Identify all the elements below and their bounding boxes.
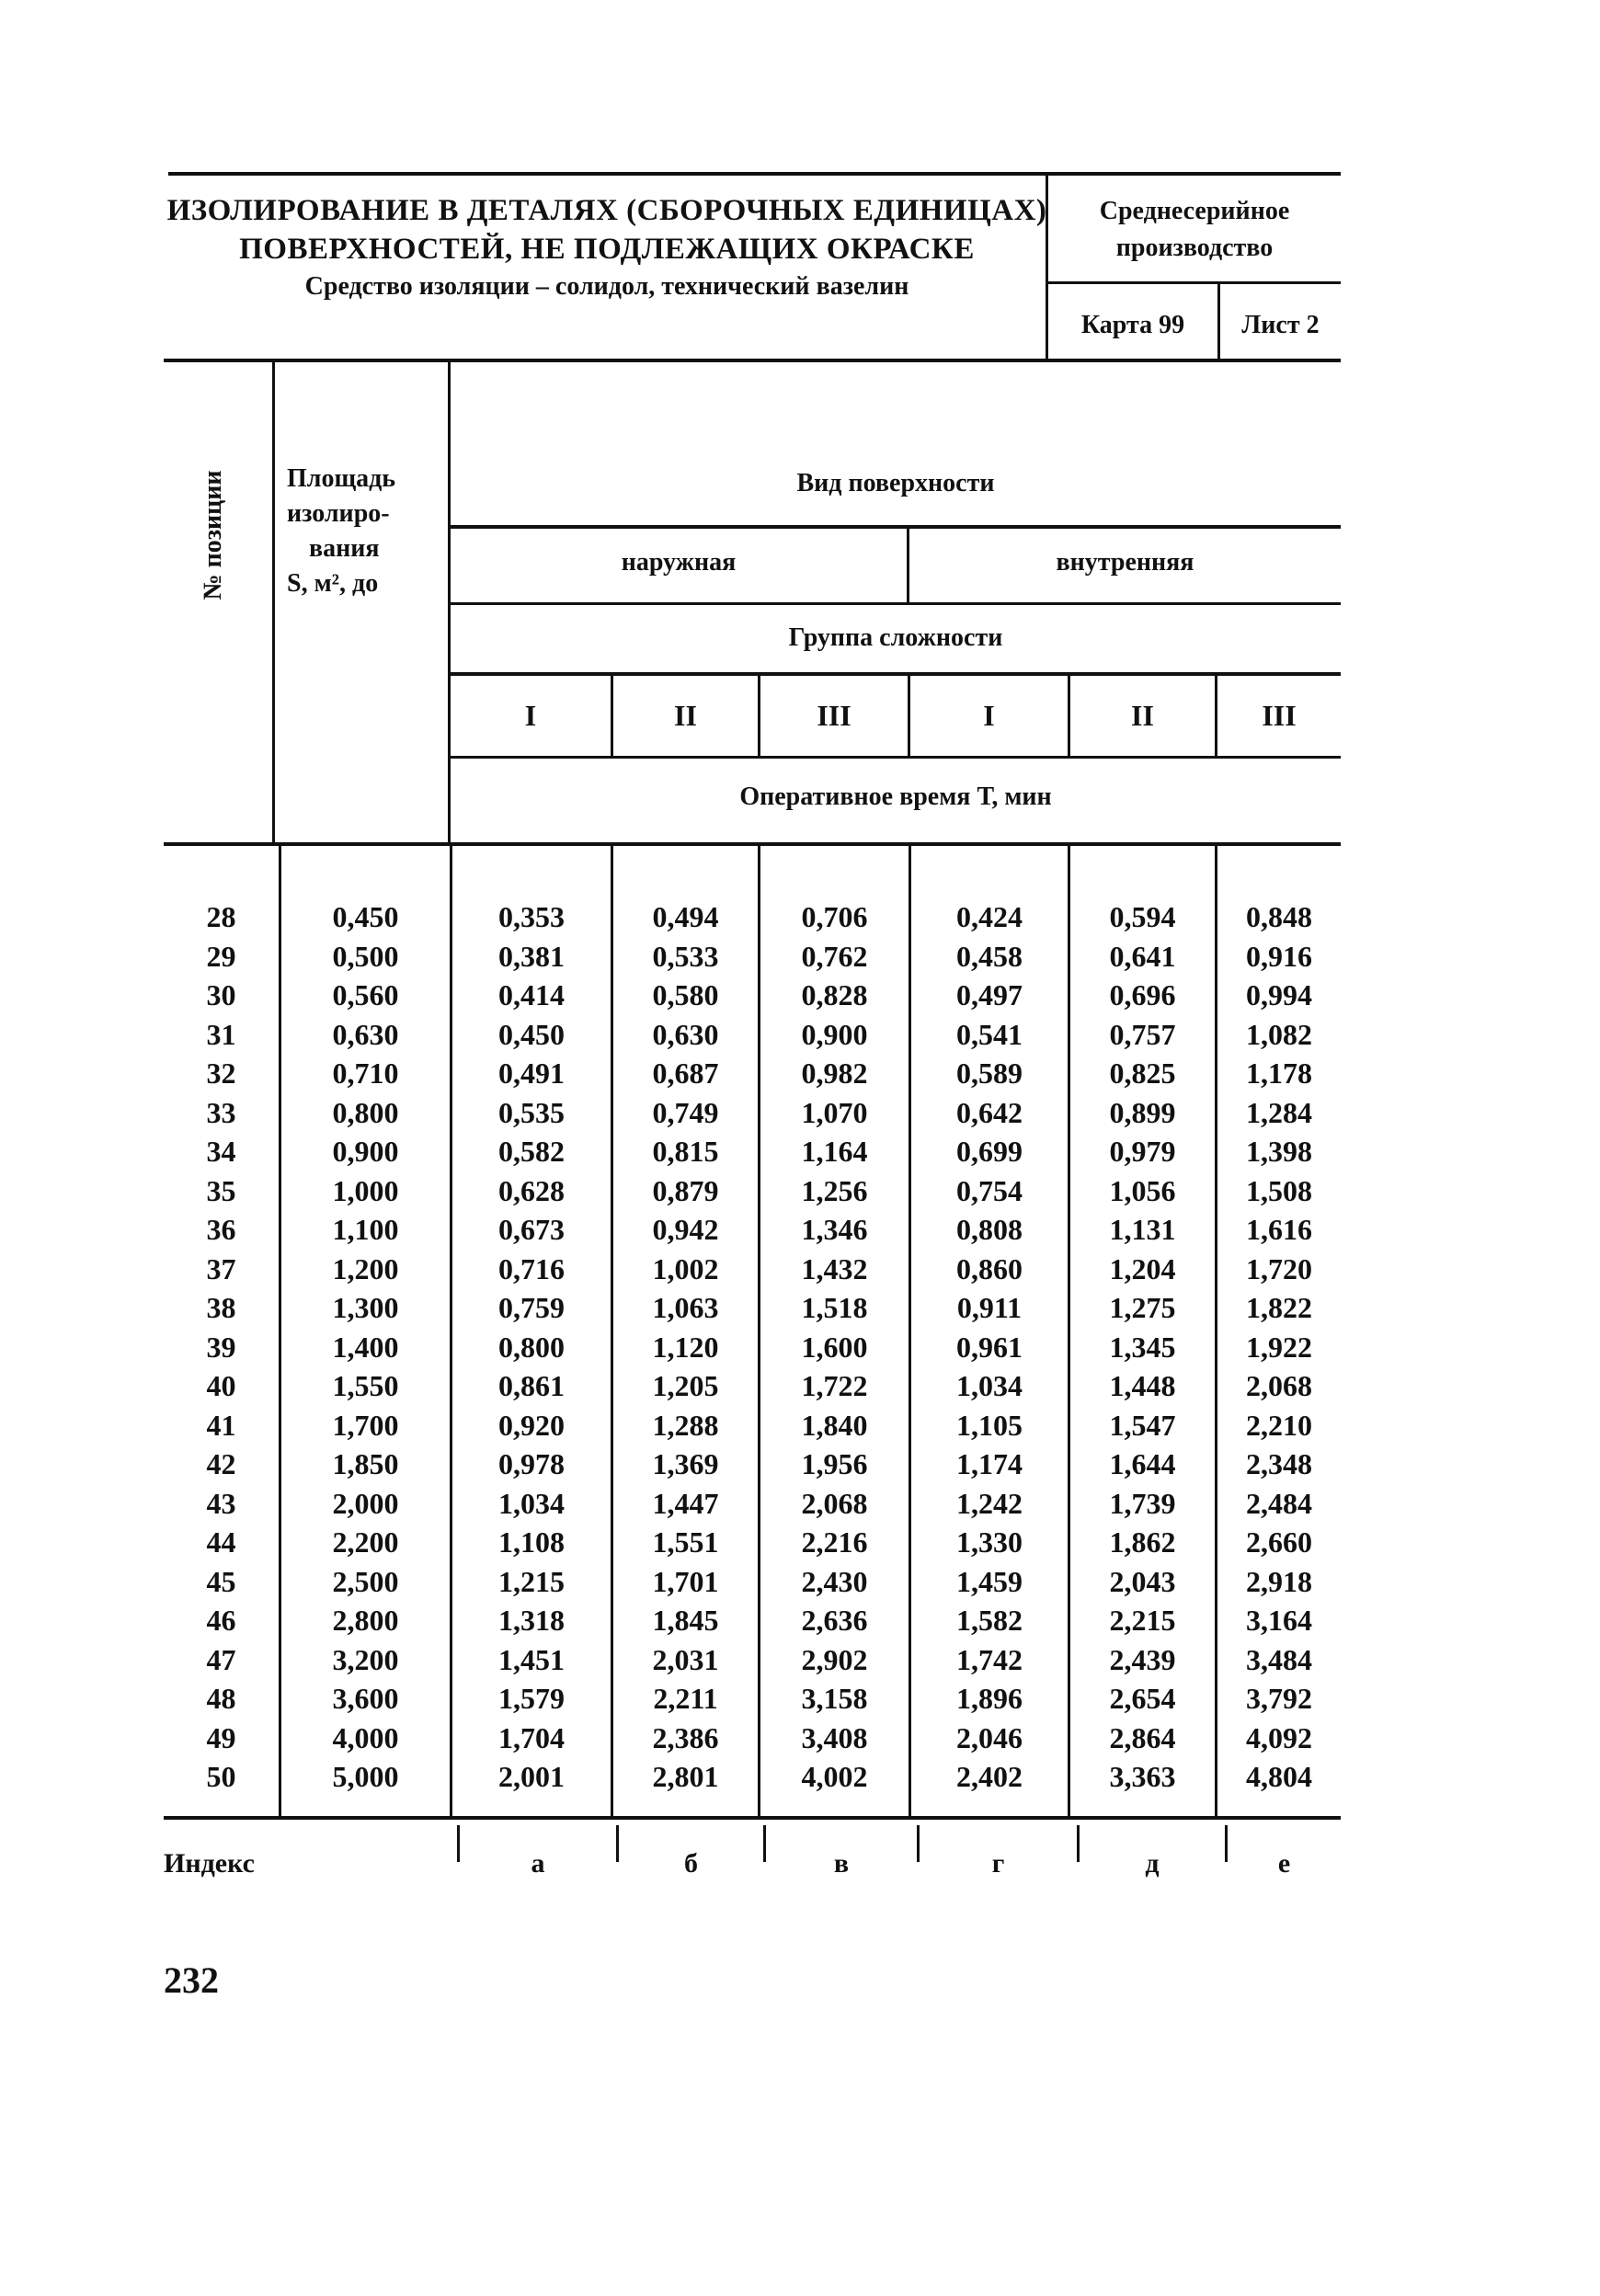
group-header-outer-2: II	[674, 699, 697, 732]
cell-inner-iii: 1,178	[1246, 1057, 1312, 1090]
cell-area: 3,600	[332, 1682, 399, 1715]
cell-position: 42	[206, 1447, 236, 1480]
cell-outer-iii: 4,002	[801, 1760, 868, 1793]
cell-outer-i: 0,353	[498, 900, 565, 933]
cell-outer-ii: 0,942	[652, 1213, 719, 1246]
cell-inner-iii: 1,082	[1246, 1017, 1312, 1051]
group-header-outer-1: I	[524, 699, 537, 732]
cell-inner-i: 0,911	[956, 1291, 1023, 1324]
cell-area: 1,550	[332, 1369, 399, 1402]
cell-outer-iii: 3,408	[801, 1720, 868, 1754]
cell-area: 2,200	[332, 1525, 399, 1559]
column-header-position: № позиции	[199, 470, 227, 600]
cell-outer-iii: 1,518	[801, 1291, 868, 1324]
cell-area: 0,710	[332, 1057, 399, 1090]
cell-position: 50	[206, 1760, 236, 1793]
cell-position: 45	[206, 1564, 236, 1598]
cell-inner-i: 0,860	[956, 1251, 1023, 1285]
page-number: 232	[164, 1959, 219, 2001]
cell-inner-iii: 1,398	[1246, 1135, 1312, 1168]
cell-outer-i: 1,215	[498, 1564, 565, 1598]
cell-area: 1,700	[332, 1408, 399, 1442]
column-header-area-line1: Площадь	[287, 464, 396, 493]
cell-outer-iii: 1,346	[801, 1213, 868, 1246]
cell-area: 0,500	[332, 939, 399, 973]
cell-inner-i: 0,754	[956, 1173, 1023, 1207]
cell-inner-i: 1,105	[956, 1408, 1023, 1442]
cell-area: 0,800	[332, 1095, 399, 1129]
cell-inner-ii: 1,275	[1109, 1291, 1176, 1324]
cell-outer-iii: 1,432	[801, 1251, 868, 1285]
outer-surface-header: наружная	[621, 548, 737, 577]
rule-outer-inner	[450, 602, 1341, 605]
cell-inner-i: 0,424	[956, 900, 1023, 933]
cell-position: 48	[206, 1682, 236, 1715]
cell-outer-ii: 1,369	[652, 1447, 719, 1480]
cell-inner-iii: 1,720	[1246, 1251, 1312, 1285]
cell-inner-ii: 1,204	[1109, 1251, 1176, 1285]
cell-inner-i: 1,242	[956, 1486, 1023, 1520]
cell-outer-iii: 0,982	[801, 1057, 868, 1090]
cell-outer-ii: 1,205	[652, 1369, 719, 1402]
document-title-line2: ПОВЕРХНОСТЕЙ, НЕ ПОДЛЕЖАЩИХ ОКРАСКЕ	[239, 233, 975, 266]
cell-position: 33	[206, 1095, 236, 1129]
cell-outer-iii: 2,216	[801, 1525, 868, 1559]
sheet-number: Лист 2	[1241, 311, 1320, 339]
cell-outer-i: 1,451	[498, 1642, 565, 1676]
cell-inner-ii: 1,345	[1109, 1330, 1176, 1364]
production-type-line1: Среднесерийное	[1099, 197, 1290, 225]
cell-position: 40	[206, 1369, 236, 1402]
cell-outer-i: 0,628	[498, 1173, 565, 1207]
cell-outer-ii: 0,533	[652, 939, 719, 973]
cell-inner-ii: 1,056	[1109, 1173, 1176, 1207]
cell-outer-i: 0,920	[498, 1408, 565, 1442]
cell-inner-i: 2,402	[956, 1760, 1023, 1793]
cell-outer-i: 0,978	[498, 1447, 565, 1480]
cell-inner-ii: 0,979	[1109, 1135, 1176, 1168]
cell-inner-iii: 1,284	[1246, 1095, 1312, 1129]
cell-area: 4,000	[332, 1720, 399, 1754]
index-letter-v: в	[833, 1848, 850, 1879]
cell-outer-i: 0,673	[498, 1213, 565, 1246]
cell-position: 44	[206, 1525, 236, 1559]
cell-area: 2,000	[332, 1486, 399, 1520]
cell-area: 1,000	[332, 1173, 399, 1207]
cell-area: 5,000	[332, 1760, 399, 1793]
index-label: Индекс	[164, 1848, 255, 1879]
cell-area: 0,560	[332, 978, 399, 1011]
cell-inner-iii: 4,092	[1246, 1720, 1312, 1754]
cell-position: 36	[206, 1213, 236, 1246]
cell-inner-i: 1,174	[956, 1447, 1023, 1480]
cell-outer-i: 0,759	[498, 1291, 565, 1324]
cell-inner-iii: 2,348	[1246, 1447, 1312, 1480]
cell-outer-i: 0,414	[498, 978, 565, 1011]
cell-outer-iii: 0,706	[801, 900, 868, 933]
cell-inner-ii: 0,899	[1109, 1095, 1176, 1129]
cell-inner-i: 0,961	[956, 1330, 1023, 1364]
cell-position: 38	[206, 1291, 236, 1324]
cell-position: 32	[206, 1057, 236, 1090]
cell-outer-iii: 0,900	[801, 1017, 868, 1051]
header-bottom-rule	[164, 359, 1341, 362]
cell-inner-ii: 2,439	[1109, 1642, 1176, 1676]
cell-outer-iii: 1,164	[801, 1135, 868, 1168]
cell-outer-i: 0,450	[498, 1017, 565, 1051]
cell-outer-ii: 2,211	[653, 1682, 718, 1715]
column-header-area-line2: изолиро-	[287, 499, 390, 528]
cell-inner-iii: 3,484	[1246, 1642, 1312, 1676]
cell-inner-iii: 4,804	[1246, 1760, 1312, 1793]
cell-inner-iii: 2,918	[1246, 1564, 1312, 1598]
cell-inner-iii: 0,916	[1246, 939, 1312, 973]
cell-inner-i: 1,330	[956, 1525, 1023, 1559]
column-header-area-line3: вания	[309, 534, 380, 563]
cell-inner-iii: 2,484	[1246, 1486, 1312, 1520]
cell-area: 3,200	[332, 1642, 399, 1676]
cell-inner-ii: 3,363	[1109, 1760, 1176, 1793]
cell-outer-ii: 1,120	[652, 1330, 719, 1364]
column-header-area-line4: S, м², до	[287, 569, 379, 598]
cell-area: 2,800	[332, 1604, 399, 1637]
cell-inner-ii: 2,043	[1109, 1564, 1176, 1598]
cell-outer-ii: 1,551	[652, 1525, 719, 1559]
cell-position: 30	[206, 978, 236, 1011]
index-letter-a: а	[531, 1848, 545, 1879]
cell-outer-iii: 2,068	[801, 1486, 868, 1520]
group-header-inner-1: I	[983, 699, 995, 732]
cell-outer-ii: 1,701	[652, 1564, 719, 1598]
cell-outer-i: 0,491	[498, 1057, 565, 1090]
cell-inner-ii: 2,215	[1109, 1604, 1176, 1637]
card-number: Карта 99	[1080, 311, 1185, 339]
cell-inner-ii: 1,862	[1109, 1525, 1176, 1559]
cell-outer-iii: 1,256	[801, 1173, 868, 1207]
cell-outer-ii: 0,879	[652, 1173, 719, 1207]
cell-outer-ii: 1,447	[652, 1486, 719, 1520]
cell-outer-iii: 2,636	[801, 1604, 868, 1637]
cell-inner-i: 1,582	[956, 1604, 1023, 1637]
cell-inner-i: 0,642	[956, 1095, 1023, 1129]
cell-position: 31	[206, 1017, 236, 1051]
cell-position: 28	[206, 900, 236, 933]
cell-inner-i: 0,458	[956, 939, 1023, 973]
production-type-line2: производство	[1115, 234, 1274, 262]
cell-inner-iii: 0,994	[1246, 978, 1312, 1011]
cell-area: 1,400	[332, 1330, 399, 1364]
group-header-outer-3: III	[817, 699, 851, 732]
cell-outer-i: 1,034	[498, 1486, 565, 1520]
cell-outer-ii: 0,580	[652, 978, 719, 1011]
cell-outer-i: 1,579	[498, 1682, 565, 1715]
cell-inner-i: 0,699	[956, 1135, 1023, 1168]
cell-area: 1,200	[332, 1251, 399, 1285]
cell-inner-ii: 1,739	[1109, 1486, 1176, 1520]
cell-outer-i: 1,704	[498, 1720, 565, 1754]
cell-outer-ii: 2,031	[652, 1642, 719, 1676]
rule-table-head-bottom	[164, 842, 1341, 846]
cell-inner-ii: 2,654	[1109, 1682, 1176, 1715]
table-body-bottom-rule	[164, 1816, 1341, 1820]
col-rule-pos	[272, 361, 275, 844]
cell-inner-i: 1,034	[956, 1369, 1023, 1402]
cell-outer-iii: 2,902	[801, 1642, 868, 1676]
cell-outer-ii: 0,687	[652, 1057, 719, 1090]
cell-outer-iii: 3,158	[801, 1682, 868, 1715]
cell-inner-i: 0,541	[956, 1017, 1023, 1051]
cell-outer-ii: 2,801	[652, 1760, 719, 1793]
cell-inner-ii: 0,641	[1109, 939, 1176, 973]
index-letter-d: д	[1145, 1848, 1160, 1879]
cell-inner-ii: 2,864	[1109, 1720, 1176, 1754]
index-letter-b: б	[684, 1848, 698, 1879]
cell-inner-iii: 2,068	[1246, 1369, 1312, 1402]
index-letter-e: е	[1277, 1848, 1291, 1879]
cell-outer-i: 0,861	[498, 1369, 565, 1402]
rule-surface-type	[450, 525, 1341, 529]
cell-position: 43	[206, 1486, 236, 1520]
cell-area: 0,900	[332, 1135, 399, 1168]
cell-outer-ii: 2,386	[652, 1720, 719, 1754]
document-title-line1: ИЗОЛИРОВАНИЕ В ДЕТАЛЯХ (СБОРОЧНЫХ ЕДИНИЦАХ)	[166, 194, 1047, 227]
cell-inner-i: 1,459	[956, 1564, 1023, 1598]
cell-inner-ii: 1,131	[1109, 1213, 1176, 1246]
cell-position: 34	[206, 1135, 236, 1168]
cell-inner-iii: 0,848	[1246, 900, 1312, 933]
cell-outer-ii: 0,494	[652, 900, 719, 933]
cell-outer-i: 2,001	[498, 1760, 565, 1793]
cell-area: 1,100	[332, 1213, 399, 1246]
cell-inner-i: 2,046	[956, 1720, 1023, 1754]
cell-outer-iii: 0,828	[801, 978, 868, 1011]
cell-outer-ii: 1,845	[652, 1604, 719, 1637]
document-subtitle: Средство изоляции – солидол, технический вазелин	[304, 272, 909, 301]
group-header-inner-2: II	[1131, 699, 1154, 732]
cell-outer-iii: 0,762	[801, 939, 868, 973]
cell-inner-ii: 0,825	[1109, 1057, 1176, 1090]
cell-inner-iii: 2,210	[1246, 1408, 1312, 1442]
cell-outer-iii: 1,840	[801, 1408, 868, 1442]
cell-inner-iii: 1,922	[1246, 1330, 1312, 1364]
cell-position: 49	[206, 1720, 236, 1754]
cell-inner-iii: 1,822	[1246, 1291, 1312, 1324]
cell-area: 1,850	[332, 1447, 399, 1480]
cell-inner-ii: 1,448	[1109, 1369, 1176, 1402]
cell-outer-ii: 1,063	[652, 1291, 719, 1324]
cell-inner-iii: 1,616	[1246, 1213, 1312, 1246]
cell-outer-iii: 2,430	[801, 1564, 868, 1598]
cell-inner-i: 1,742	[956, 1642, 1023, 1676]
cell-inner-ii: 0,594	[1109, 900, 1176, 933]
cell-inner-iii: 3,792	[1246, 1682, 1312, 1715]
cell-outer-iii: 1,600	[801, 1330, 868, 1364]
cell-inner-iii: 3,164	[1246, 1604, 1312, 1637]
rule-groups	[450, 756, 1341, 759]
surface-type-header: Вид поверхности	[796, 469, 995, 497]
cell-outer-ii: 1,002	[652, 1251, 719, 1285]
cell-inner-ii: 0,696	[1109, 978, 1176, 1011]
cell-position: 47	[206, 1642, 236, 1676]
cell-outer-ii: 0,630	[652, 1017, 719, 1051]
column-header-area	[287, 462, 395, 601]
cell-inner-iii: 2,660	[1246, 1525, 1312, 1559]
group-header-inner-3: III	[1262, 699, 1297, 732]
cell-outer-i: 0,381	[498, 939, 565, 973]
cell-position: 29	[206, 939, 236, 973]
rule-complexity	[450, 672, 1341, 676]
cell-inner-i: 1,896	[956, 1682, 1023, 1715]
cell-area: 1,300	[332, 1291, 399, 1324]
cell-inner-ii: 1,644	[1109, 1447, 1176, 1480]
cell-outer-i: 1,108	[498, 1525, 565, 1559]
cell-position: 39	[206, 1330, 236, 1364]
cell-outer-ii: 0,815	[652, 1135, 719, 1168]
cell-outer-ii: 0,749	[652, 1095, 719, 1129]
cell-outer-i: 0,582	[498, 1135, 565, 1168]
cell-area: 0,630	[332, 1017, 399, 1051]
cell-inner-i: 0,497	[956, 978, 1023, 1011]
cell-position: 35	[206, 1173, 236, 1207]
cell-outer-i: 1,318	[498, 1604, 565, 1637]
cell-position: 46	[206, 1604, 236, 1637]
header-top-rule	[168, 172, 1341, 176]
cell-outer-i: 0,716	[498, 1251, 565, 1285]
header-card-rule	[1046, 281, 1341, 284]
cell-outer-ii: 1,288	[652, 1408, 719, 1442]
cell-outer-iii: 1,956	[801, 1447, 868, 1480]
complexity-group-header: Группа сложности	[788, 623, 1003, 652]
index-letter-g: г	[991, 1848, 1005, 1879]
cell-inner-ii: 0,757	[1109, 1017, 1176, 1051]
cell-inner-i: 0,808	[956, 1213, 1023, 1246]
cell-position: 37	[206, 1251, 236, 1285]
cell-outer-iii: 1,722	[801, 1369, 868, 1402]
cell-inner-ii: 1,547	[1109, 1408, 1176, 1442]
operative-time-header: Оперативное время Т, мин	[739, 782, 1052, 811]
cell-position: 41	[206, 1408, 236, 1442]
cell-inner-i: 0,589	[956, 1057, 1023, 1090]
cell-outer-iii: 1,070	[801, 1095, 868, 1129]
cell-area: 2,500	[332, 1564, 399, 1598]
cell-area: 0,450	[332, 900, 399, 933]
inner-surface-header: внутренняя	[1056, 548, 1194, 577]
cell-outer-i: 0,800	[498, 1330, 565, 1364]
cell-outer-i: 0,535	[498, 1095, 565, 1129]
cell-inner-iii: 1,508	[1246, 1173, 1312, 1207]
